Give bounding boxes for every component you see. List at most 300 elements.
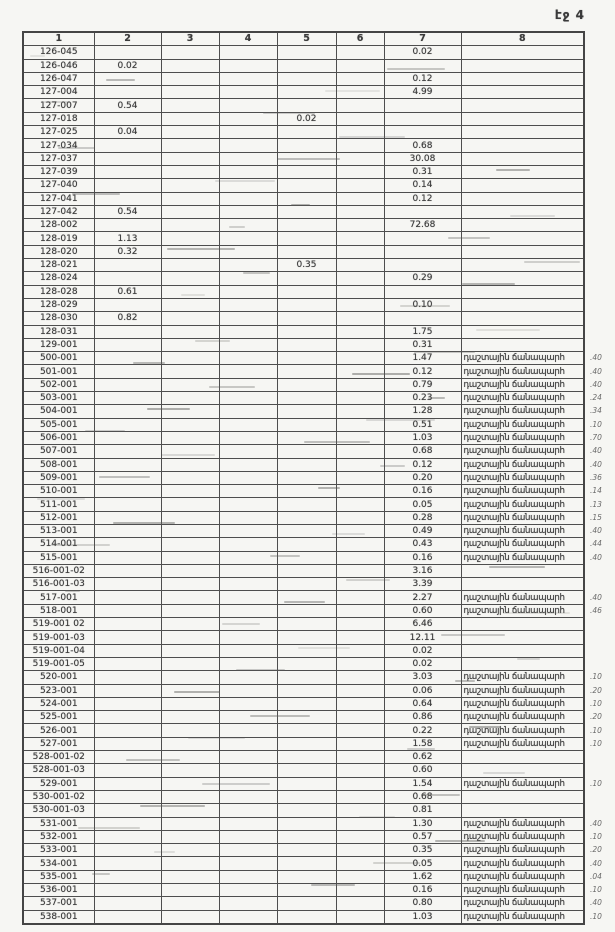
table-row (23, 578, 606, 591)
value-col7-cell: 1.75 (384, 325, 461, 338)
value-col5-cell (277, 644, 336, 657)
code-cell: 127-040 (23, 179, 94, 192)
table-row (23, 551, 606, 564)
road-type-cell: դաշտային ճանապարհ (461, 884, 584, 897)
table-row (23, 764, 606, 777)
code-cell: 129-001 (23, 338, 94, 351)
value-col6-cell (336, 232, 384, 245)
value-col5-cell (277, 471, 336, 484)
value-col6-cell (336, 112, 384, 125)
margin-note: .10 (590, 778, 602, 788)
column-header-7: 7 (384, 32, 461, 46)
value-col4-cell (219, 657, 277, 670)
table-row (23, 498, 606, 511)
value-col2-cell (94, 657, 161, 670)
column-header-6: 6 (336, 32, 384, 46)
value-col3-cell (161, 458, 219, 471)
margin-note: .20 (590, 685, 602, 695)
value-col2-cell (94, 777, 161, 790)
value-col3-cell (161, 338, 219, 351)
value-col3-cell (161, 46, 219, 59)
code-cell: 538-001 (23, 910, 94, 924)
road-type-cell (461, 232, 584, 245)
value-col2-cell (94, 86, 161, 99)
value-col2-cell (94, 870, 161, 883)
value-col7-cell: 0.35 (384, 844, 461, 857)
value-col3-cell (161, 112, 219, 125)
value-col7-cell: 0.81 (384, 804, 461, 817)
value-col6-cell (336, 405, 384, 418)
code-cell: 514-001 (23, 538, 94, 551)
code-cell: 529-001 (23, 777, 94, 790)
value-col3-cell (161, 751, 219, 764)
value-col3-cell (161, 578, 219, 591)
code-cell: 512-001 (23, 511, 94, 524)
table-row (23, 46, 606, 59)
value-col3-cell (161, 152, 219, 165)
value-col7-cell: 0.02 (384, 46, 461, 59)
value-col7-cell: 0.60 (384, 604, 461, 617)
margin-note: .40 (590, 818, 602, 828)
code-cell: 503-001 (23, 392, 94, 405)
value-col4-cell (219, 86, 277, 99)
header-row (23, 32, 606, 46)
margin-note: .10 (590, 698, 602, 708)
value-col4-cell (219, 897, 277, 910)
margin-note: .10 (590, 672, 602, 682)
value-col4-cell (219, 245, 277, 258)
column-header-1: 1 (23, 32, 94, 46)
table-row (23, 378, 606, 391)
column-header-2: 2 (94, 32, 161, 46)
value-col6-cell (336, 711, 384, 724)
value-col6-cell (336, 498, 384, 511)
value-col3-cell (161, 72, 219, 85)
table-row (23, 485, 606, 498)
margin-note: .40 (590, 459, 602, 469)
value-col6-cell (336, 910, 384, 924)
value-col3-cell (161, 844, 219, 857)
value-col6-cell (336, 165, 384, 178)
column-header-3: 3 (161, 32, 219, 46)
road-type-cell: դաշտային ճանապարհ (461, 724, 584, 737)
value-col5-cell (277, 830, 336, 843)
value-col4-cell (219, 485, 277, 498)
value-col6-cell (336, 259, 384, 272)
road-type-cell: դաշտային ճանապարհ (461, 485, 584, 498)
value-col2-cell (94, 352, 161, 365)
value-col7-cell: 0.10 (384, 298, 461, 311)
value-col7-cell: 3.03 (384, 671, 461, 684)
code-cell: 127-034 (23, 139, 94, 152)
table-row (23, 112, 606, 125)
value-col4-cell (219, 697, 277, 710)
value-col4-cell (219, 830, 277, 843)
value-col7-cell (384, 59, 461, 72)
value-col6-cell (336, 578, 384, 591)
value-col7-cell: 4.99 (384, 86, 461, 99)
value-col3-cell (161, 790, 219, 803)
value-col5-cell (277, 485, 336, 498)
code-cell: 509-001 (23, 471, 94, 484)
table-row (23, 99, 606, 112)
value-col5-cell (277, 897, 336, 910)
value-col6-cell (336, 219, 384, 232)
road-type-cell (461, 578, 584, 591)
table-row (23, 684, 606, 697)
code-cell: 127-025 (23, 126, 94, 139)
road-type-cell (461, 86, 584, 99)
value-col7-cell: 0.06 (384, 684, 461, 697)
margin-note (584, 205, 606, 218)
value-col7-cell: 0.31 (384, 165, 461, 178)
code-cell: 537-001 (23, 897, 94, 910)
value-col3-cell (161, 711, 219, 724)
value-col6-cell (336, 378, 384, 391)
margin-note (584, 59, 606, 72)
value-col3-cell (161, 192, 219, 205)
value-col2-cell (94, 365, 161, 378)
value-col4-cell (219, 192, 277, 205)
value-col4-cell (219, 737, 277, 750)
value-col5-cell (277, 604, 336, 617)
road-type-cell (461, 285, 584, 298)
page-number-label: էջ 4 (554, 8, 585, 22)
value-col6-cell (336, 431, 384, 444)
value-col3-cell (161, 564, 219, 577)
code-cell: 524-001 (23, 697, 94, 710)
value-col3-cell (161, 259, 219, 272)
table-row (23, 312, 606, 325)
table-row (23, 751, 606, 764)
value-col3-cell (161, 777, 219, 790)
value-col2-cell (94, 431, 161, 444)
table-row (23, 524, 606, 537)
value-col7-cell: 0.05 (384, 498, 461, 511)
value-col4-cell (219, 338, 277, 351)
road-type-cell (461, 139, 584, 152)
value-col7-cell: 0.51 (384, 418, 461, 431)
value-col4-cell (219, 870, 277, 883)
value-col6-cell (336, 790, 384, 803)
value-col3-cell (161, 485, 219, 498)
value-col4-cell (219, 618, 277, 631)
table-row (23, 431, 606, 444)
value-col5-cell (277, 711, 336, 724)
value-col3-cell (161, 431, 219, 444)
value-col3-cell (161, 764, 219, 777)
code-cell: 505-001 (23, 418, 94, 431)
value-col7-cell (384, 99, 461, 112)
road-type-cell: դաշտային ճանապարհ (461, 897, 584, 910)
table-row (23, 205, 606, 218)
margin-note: .10 (590, 725, 602, 735)
margin-note (584, 219, 606, 232)
value-col5-cell (277, 591, 336, 604)
value-col6-cell (336, 671, 384, 684)
value-col6-cell (336, 591, 384, 604)
margin-note (584, 99, 606, 112)
value-col7-cell: 0.12 (384, 365, 461, 378)
value-col6-cell (336, 126, 384, 139)
column-header-5: 5 (277, 32, 336, 46)
margin-note (584, 46, 606, 59)
margin-note (584, 232, 606, 245)
value-col2-cell (94, 764, 161, 777)
table-row (23, 604, 606, 617)
value-col6-cell (336, 897, 384, 910)
value-col4-cell (219, 126, 277, 139)
margin-note (584, 338, 606, 351)
value-col7-cell (384, 259, 461, 272)
value-col7-cell: 0.29 (384, 272, 461, 285)
margin-note: .10 (590, 885, 602, 895)
value-col7-cell: 0.31 (384, 338, 461, 351)
code-cell: 519-001-03 (23, 631, 94, 644)
margin-note: .10 (590, 831, 602, 841)
table-row (23, 219, 606, 232)
table-row (23, 259, 606, 272)
code-cell: 128-024 (23, 272, 94, 285)
value-col2-cell (94, 458, 161, 471)
value-col3-cell (161, 179, 219, 192)
road-type-cell (461, 790, 584, 803)
value-col7-cell (384, 285, 461, 298)
code-cell: 502-001 (23, 378, 94, 391)
margin-note (584, 245, 606, 258)
table-row (23, 445, 606, 458)
value-col7-cell: 0.14 (384, 179, 461, 192)
code-cell: 507-001 (23, 445, 94, 458)
value-col5-cell (277, 857, 336, 870)
code-cell: 516-001-02 (23, 564, 94, 577)
value-col3-cell (161, 857, 219, 870)
margin-note (584, 165, 606, 178)
margin-note (584, 112, 606, 125)
value-col4-cell (219, 99, 277, 112)
value-col7-cell: 30.08 (384, 152, 461, 165)
value-col7-cell: 0.22 (384, 724, 461, 737)
table-row (23, 192, 606, 205)
value-col6-cell (336, 312, 384, 325)
code-cell: 128-029 (23, 298, 94, 311)
column-header-8: 8 (461, 32, 584, 46)
value-col3-cell (161, 538, 219, 551)
value-col2-cell (94, 737, 161, 750)
margin-note: .46 (590, 605, 602, 615)
margin-note (584, 152, 606, 165)
value-col4-cell (219, 179, 277, 192)
value-col5-cell (277, 232, 336, 245)
value-col7-cell: 0.79 (384, 378, 461, 391)
margin-note: .34 (590, 406, 602, 416)
table-row (23, 591, 606, 604)
value-col6-cell (336, 777, 384, 790)
value-col2-cell (94, 46, 161, 59)
margin-note (584, 764, 606, 777)
code-cell: 528-001-03 (23, 764, 94, 777)
value-col7-cell: 1.28 (384, 405, 461, 418)
road-type-cell: դաշտային ճանապարհ (461, 591, 584, 604)
value-col6-cell (336, 604, 384, 617)
road-type-cell: դաշտային ճանապարհ (461, 405, 584, 418)
value-col5-cell (277, 524, 336, 537)
value-col6-cell (336, 285, 384, 298)
value-col4-cell (219, 259, 277, 272)
margin-note (584, 298, 606, 311)
value-col4-cell (219, 152, 277, 165)
value-col2-cell: 0.02 (94, 59, 161, 72)
code-cell: 127-039 (23, 165, 94, 178)
road-type-cell (461, 192, 584, 205)
table-row (23, 737, 606, 750)
table-row (23, 511, 606, 524)
value-col5-cell (277, 405, 336, 418)
value-col2-cell (94, 72, 161, 85)
code-cell: 128-002 (23, 219, 94, 232)
table-row (23, 285, 606, 298)
value-col3-cell (161, 511, 219, 524)
value-col7-cell: 2.27 (384, 591, 461, 604)
value-col2-cell (94, 724, 161, 737)
value-col5-cell (277, 458, 336, 471)
table-row (23, 139, 606, 152)
value-col3-cell (161, 631, 219, 644)
road-type-cell (461, 804, 584, 817)
margin-note (584, 259, 606, 272)
value-col3-cell (161, 99, 219, 112)
value-col7-cell: 1.58 (384, 737, 461, 750)
value-col3-cell (161, 272, 219, 285)
code-cell: 519-001 02 (23, 618, 94, 631)
value-col4-cell (219, 591, 277, 604)
value-col2-cell (94, 405, 161, 418)
margin-note: .44 (590, 539, 602, 549)
value-col5-cell (277, 152, 336, 165)
table-row (23, 59, 606, 72)
code-cell: 500-001 (23, 352, 94, 365)
value-col2-cell (94, 884, 161, 897)
margin-note: .40 (590, 366, 602, 376)
value-col2-cell (94, 272, 161, 285)
value-col3-cell (161, 910, 219, 924)
road-type-cell: դաշտային ճանապարհ (461, 352, 584, 365)
code-cell: 532-001 (23, 830, 94, 843)
value-col3-cell (161, 498, 219, 511)
value-col6-cell (336, 684, 384, 697)
road-type-cell: դաշտային ճանապարհ (461, 671, 584, 684)
value-col2-cell (94, 897, 161, 910)
value-col7-cell: 0.12 (384, 192, 461, 205)
value-col4-cell (219, 604, 277, 617)
value-col5-cell (277, 179, 336, 192)
value-col4-cell (219, 458, 277, 471)
road-type-cell: դաշտային ճանապարհ (461, 378, 584, 391)
value-col2-cell (94, 844, 161, 857)
value-col4-cell (219, 219, 277, 232)
code-cell: 126-045 (23, 46, 94, 59)
value-col4-cell (219, 418, 277, 431)
value-col4-cell (219, 272, 277, 285)
value-col4-cell (219, 684, 277, 697)
value-col6-cell (336, 564, 384, 577)
value-col2-cell (94, 259, 161, 272)
value-col7-cell: 0.23 (384, 392, 461, 405)
road-type-cell (461, 99, 584, 112)
value-col4-cell (219, 325, 277, 338)
value-col2-cell (94, 418, 161, 431)
value-col4-cell (219, 46, 277, 59)
road-type-cell (461, 112, 584, 125)
value-col4-cell (219, 165, 277, 178)
road-type-cell: դաշտային ճանապարհ (461, 458, 584, 471)
value-col7-cell: 0.49 (384, 524, 461, 537)
margin-note: .24 (590, 393, 602, 403)
value-col2-cell (94, 471, 161, 484)
code-cell: 504-001 (23, 405, 94, 418)
code-cell: 520-001 (23, 671, 94, 684)
value-col3-cell (161, 817, 219, 830)
value-col7-cell: 0.02 (384, 644, 461, 657)
value-col4-cell (219, 511, 277, 524)
value-col4-cell (219, 232, 277, 245)
margin-spacer (584, 32, 606, 46)
value-col3-cell (161, 219, 219, 232)
value-col7-cell: 0.62 (384, 751, 461, 764)
value-col2-cell (94, 139, 161, 152)
value-col3-cell (161, 657, 219, 670)
value-col4-cell (219, 578, 277, 591)
value-col5-cell (277, 312, 336, 325)
value-col2-cell (94, 445, 161, 458)
value-col4-cell (219, 804, 277, 817)
margin-note: .36 (590, 472, 602, 482)
value-col5-cell (277, 99, 336, 112)
road-type-cell: դաշտային ճանապարհ (461, 524, 584, 537)
value-col2-cell (94, 392, 161, 405)
road-type-cell: դաշտային ճանապարհ (461, 737, 584, 750)
value-col2-cell (94, 578, 161, 591)
margin-note: .10 (590, 419, 602, 429)
value-col2-cell: 0.54 (94, 205, 161, 218)
value-col5-cell (277, 790, 336, 803)
value-col4-cell (219, 431, 277, 444)
value-col6-cell (336, 245, 384, 258)
road-type-cell (461, 631, 584, 644)
value-col6-cell (336, 205, 384, 218)
code-cell: 526-001 (23, 724, 94, 737)
value-col2-cell (94, 179, 161, 192)
code-cell: 126-047 (23, 72, 94, 85)
value-col3-cell (161, 604, 219, 617)
value-col5-cell: 0.35 (277, 259, 336, 272)
value-col3-cell (161, 418, 219, 431)
margin-note (584, 657, 606, 670)
margin-note (584, 139, 606, 152)
margin-note (584, 804, 606, 817)
table-row (23, 86, 606, 99)
value-col2-cell (94, 857, 161, 870)
road-type-cell: դաշտային ճանապարհ (461, 471, 584, 484)
value-col5-cell (277, 657, 336, 670)
value-col5-cell (277, 365, 336, 378)
code-cell: 127-018 (23, 112, 94, 125)
value-col6-cell (336, 365, 384, 378)
margin-note (584, 272, 606, 285)
value-col2-cell (94, 564, 161, 577)
road-type-cell: դաշտային ճանապարհ (461, 418, 584, 431)
margin-note: .10 (590, 738, 602, 748)
